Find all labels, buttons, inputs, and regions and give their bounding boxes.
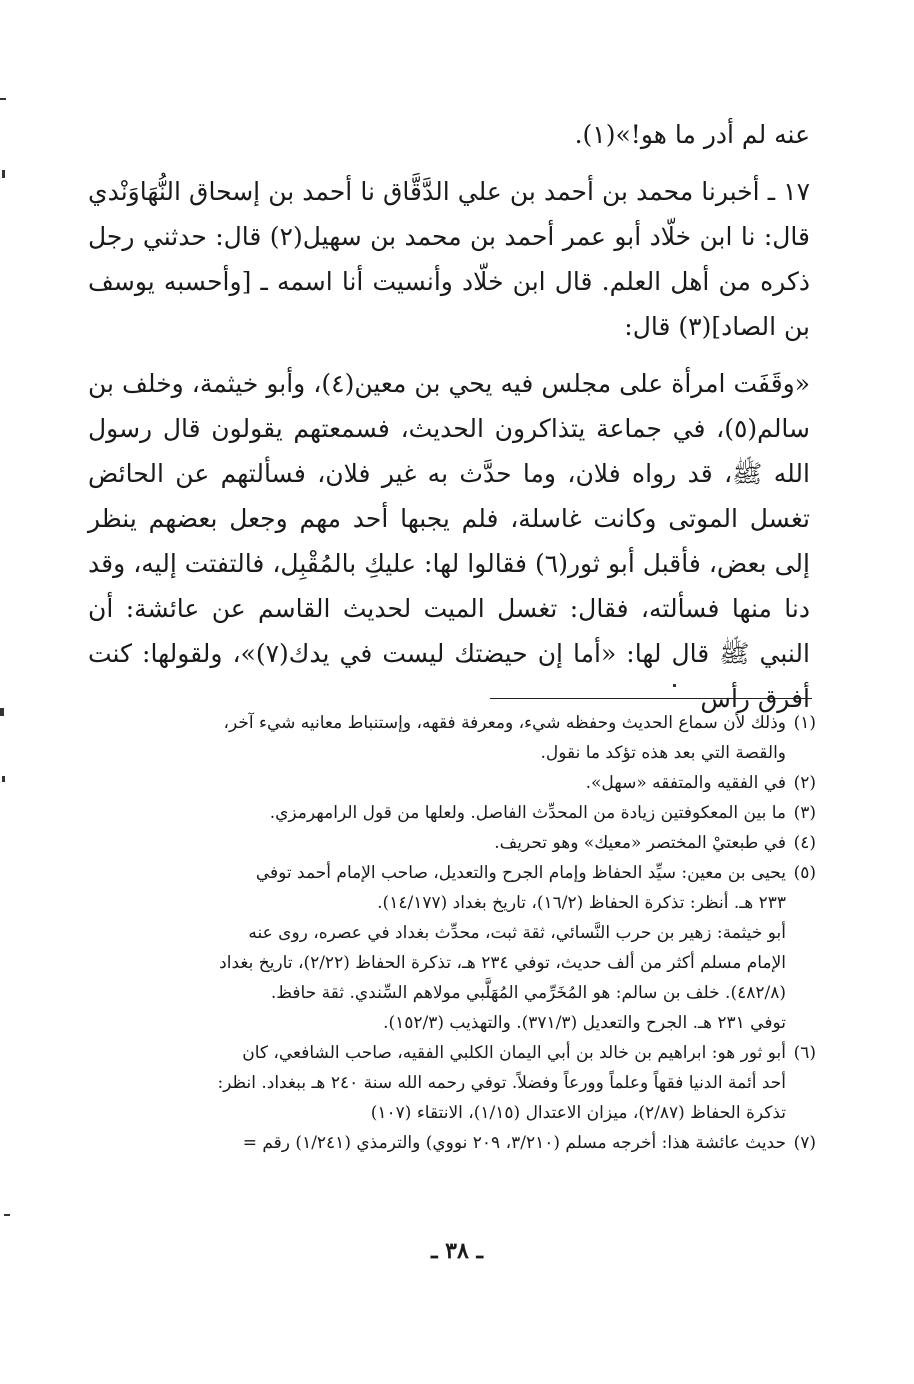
scan-speck — [4, 1214, 10, 1216]
paragraph-story: «وقَفَت امرأة على مجلس فيه يحي بن معين(٤)، وأبو خيثمة، وخلف بن سالم(٥)، في جماعة يتذاكرون الحديث، فسمعتهم يقولون قال رسول الله ﷺ، قد رواه فلان، وما حدَّث به غير فلان، فسألتهم عن الحائض تغسل الموتى وكانت غاسلة، فلم يجبها أحد مهم وجعل بعضهم ينظر إلى بعض، فأقبل أبو ثور(٦) فقالوا لها: عليكِ بالمُقْبِل، فالتفتت إليه، وقد دنا منها فسألته، فقال: تغسل الميت لحديث القاسم عن عائشة: أن النبي ﷺ قال لها: «أما إن حيضتك ليست في يدك(٧)»، ولقولها: كنت أفرق رأس — [88, 369, 811, 713]
footnote-number: (٧) — [793, 1133, 816, 1153]
footnote-line: أبو خيثمة: زهير بن حرب النَّسائي، ثقة ثبت، محدِّث بغداد في عصره، روى عنه — [248, 923, 786, 943]
footnotes — [96, 708, 816, 1158]
paragraph-narration-17: ١٧ ـ أخبرنا محمد بن أحمد بن علي الدَّقَّاق نا أحمد بن إسحاق النُّهَاوَنْدي قال: نا ابن خلّاد أبو عمر أحمد بن محمد بن سهيل(٢) قال: حدثني رجل ذكره من أهل العلم. قال ابن خلّاد وأنسيت أنا اسمه ـ [وأحسبه يوسف بن الصاد](٣) قال: — [88, 177, 810, 341]
footnote-number: (٣) — [793, 803, 816, 823]
footnote-number: (٦) — [793, 1043, 816, 1063]
page-number: ـ ٣٨ ـ — [431, 1238, 483, 1264]
footnote-number: (١) — [793, 713, 816, 733]
footnote-3 — [96, 798, 816, 828]
footnote-line: يحيى بن معين: سيِّد الحفاظ وإمام الجرح والتعديل، صاحب الإمام أحمد توفي — [255, 863, 786, 883]
footnote-number: (٢) — [793, 773, 816, 793]
footnote-line: حديث عائشة هذا: أخرجه مسلم (٣/٢١٠، ٢٠٩ نووي) والترمذي (١/٢٤١) رقم = — [242, 1133, 786, 1153]
footnote-line: توفي ٢٣١ هـ. الجرح والتعديل (٣٧١/٣). والتهذيب (١٥٢/٣). — [383, 1013, 786, 1033]
paragraph-continuation: عنه لم أدر ما هو!»(١). — [574, 120, 810, 149]
footnote-line: في الفقيه والمتفقه «سهل». — [585, 773, 786, 793]
footnote-number: (٥) — [793, 863, 816, 883]
footnote-separator — [490, 698, 812, 699]
footnote-2 — [96, 768, 816, 798]
scan-speck — [2, 170, 5, 178]
footnote-line: أحد أئمة الدنيا فقهاً وعلماً وورعاً وفضلاً. توفي رحمه الله سنة ٢٤٠ هـ ببغداد. انظر: — [217, 1073, 786, 1093]
scan-speck — [2, 776, 5, 782]
footnote-line: الإمام مسلم أكثر من ألف حديث، توفي ٢٣٤ هـ، تذكرة الحفاظ (٢/٢٢)، تاريخ بغداد — [219, 953, 786, 973]
footnote-line: والقصة التي بعد هذه تؤكد ما نقول. — [540, 743, 786, 763]
main-text — [88, 112, 810, 721]
footnote-5 — [96, 858, 816, 1038]
footnote-line: ٢٣٣ هـ. أنظر: تذكرة الحفاظ (١٦/٢)، تاريخ بغداد (١٤/١٧٧). — [377, 893, 786, 913]
footnote-line: ما بين المعكوفتين زيادة من المحدِّث الفاصل. ولعلها من قول الرامهرمزي. — [269, 803, 786, 823]
footnote-1 — [96, 708, 816, 768]
footnote-6 — [96, 1038, 816, 1128]
footnote-7 — [96, 1128, 816, 1158]
footnote-line: في طبعتيْ المختصر «معيك» وهو تحريف. — [494, 833, 786, 853]
scan-speck — [0, 708, 4, 716]
footnote-line: تذكرة الحفاظ (٢/٨٧)، ميزان الاعتدال (١/١٥)، الانتقاء (١٠٧) — [370, 1103, 786, 1123]
footnote-line: وذلك لأن سماع الحديث وحفظه شيء، ومعرفة فقهه، وإستنباط معانيه شيء آخر، — [223, 713, 786, 733]
footnote-line: (٤٨٢/٨). خلف بن سالم: هو المُخَرِّمي المُهَلَّبي مولاهم السِّندي. ثقة حافظ. — [270, 983, 786, 1003]
footnote-number: (٤) — [793, 833, 816, 853]
footnote-4 — [96, 828, 816, 858]
scan-speck — [0, 98, 6, 100]
scan-speck — [673, 684, 676, 687]
footnote-line: أبو ثور هو: ابراهيم بن خالد بن أبي اليمان الكلبي الفقيه، صاحب الشافعي، كان — [242, 1043, 786, 1063]
